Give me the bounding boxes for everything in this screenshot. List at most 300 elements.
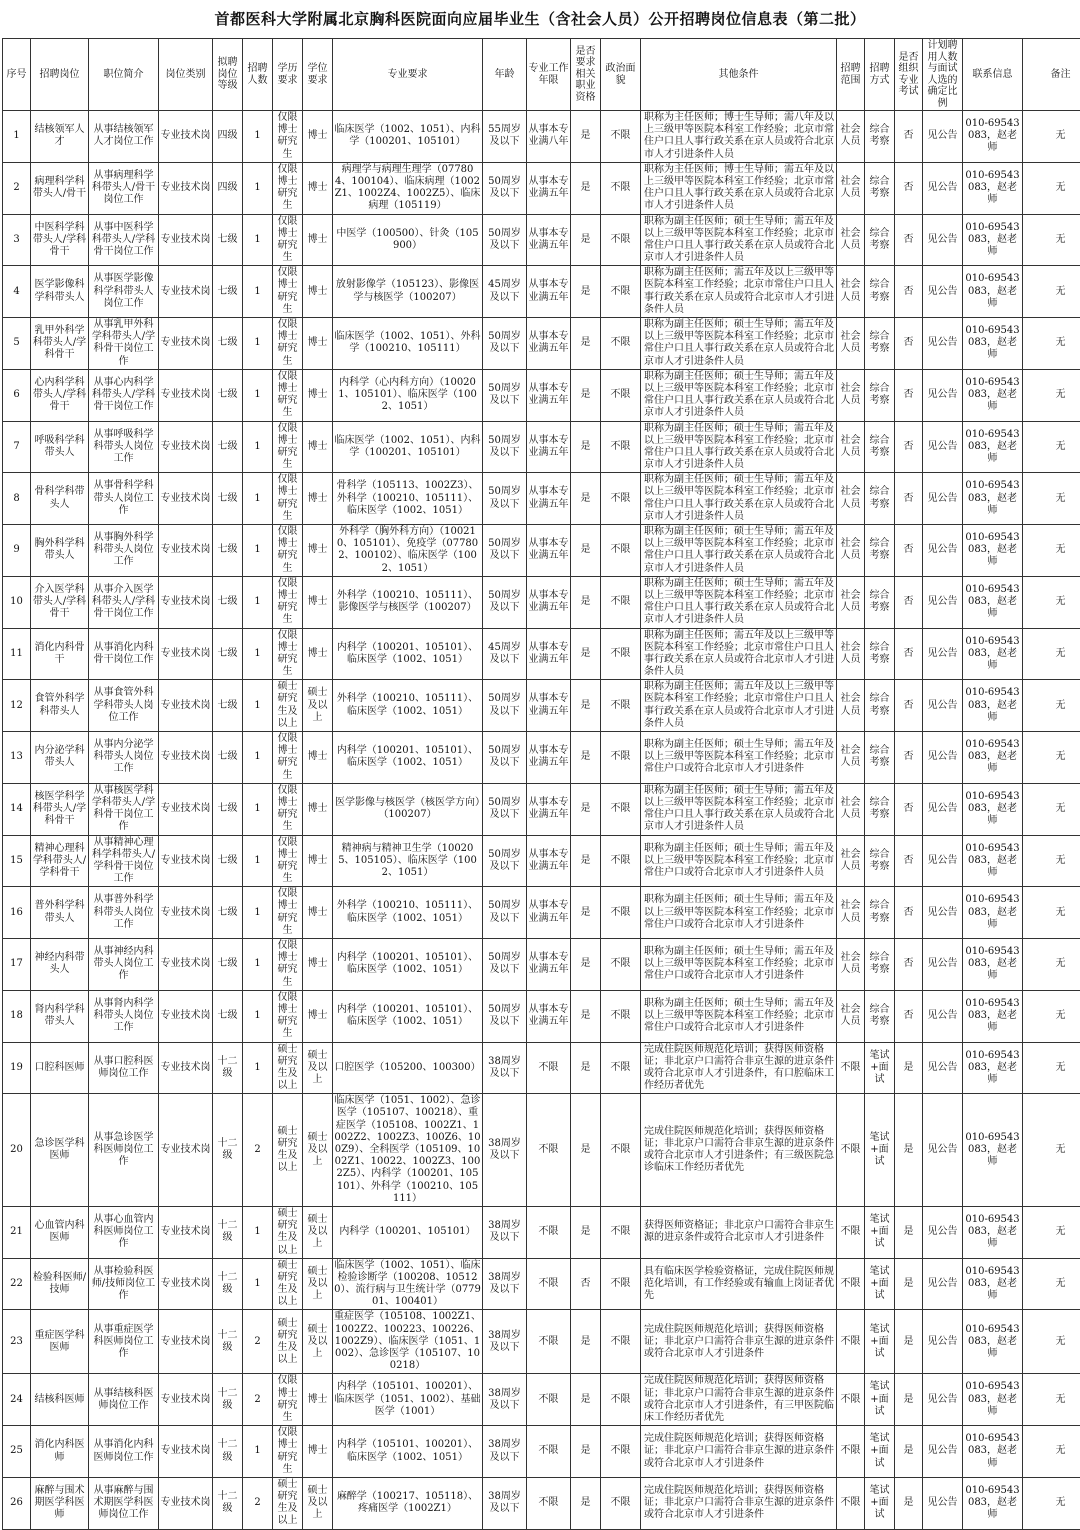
- cell-exam: 否: [895, 939, 923, 991]
- cell-count: 1: [243, 990, 273, 1042]
- cell-qualification: 是: [571, 939, 601, 991]
- cell-other: 职称为副主任医师；硕士生导师；需五年及以上三级甲等医院本科室工作经验；北京市常住户口或符合北京市人才引进条件: [641, 732, 837, 784]
- cell-major: 外科学（100210、105111）、影像医学与核医学（100207）: [333, 576, 483, 628]
- cell-qualification: 是: [571, 990, 601, 1042]
- cell-scope: 社会人员: [837, 369, 865, 421]
- cell-other: 完成住院医师规范化培训；获得医师资格证；非北京户口需符合非京生源的进京条件或符合北京市人才引进条件: [641, 1426, 837, 1478]
- cell-work-years: 从事本专业满五年: [527, 732, 571, 784]
- cell-education: 仅限博士研究生: [273, 421, 303, 473]
- header-contact: 联系信息: [963, 39, 1023, 111]
- cell-education: 仅限博士研究生: [273, 266, 303, 318]
- cell-political: 不限: [601, 1310, 641, 1374]
- cell-education: 仅限博士研究生: [273, 1426, 303, 1478]
- cell-category: 专业技术岗: [159, 1374, 213, 1426]
- cell-job-intro: 从事急诊医学科医师岗位工作: [89, 1094, 159, 1207]
- header-position: 招聘岗位: [31, 39, 89, 111]
- cell-job-intro: 从事精神心理科学科带头人/学科骨干岗位工作: [89, 835, 159, 887]
- cell-degree: 博士: [303, 111, 333, 163]
- cell-age: 38周岁及以下: [483, 1258, 527, 1310]
- cell-age: 38周岁及以下: [483, 1042, 527, 1094]
- cell-degree: 博士: [303, 783, 333, 835]
- cell-position: 食管外科学科带头人: [31, 680, 89, 732]
- cell-index: 8: [3, 473, 31, 525]
- cell-other: 职称为副主任医师；硕士生导师；需五年及以上三级甲等医院本科室工作经验；北京市常住户口或符合北京市人才引进条件人员: [641, 835, 837, 887]
- cell-level: 十二级: [213, 1042, 243, 1094]
- cell-index: 26: [3, 1477, 31, 1529]
- cell-age: 50周岁及以下: [483, 732, 527, 784]
- cell-scope: 不限: [837, 1426, 865, 1478]
- cell-position: 内分泌学科带头人: [31, 732, 89, 784]
- cell-work-years: 从事本专业满五年: [527, 990, 571, 1042]
- cell-contact: 010-69543083，赵老师: [963, 525, 1023, 577]
- cell-method: 笔试+面试: [865, 1310, 895, 1374]
- cell-contact: 010-69543083，赵老师: [963, 111, 1023, 163]
- cell-ratio: 见公告: [923, 111, 963, 163]
- cell-other: 职称为副主任医师；硕士生导师；需五年及以上三级甲等医院本科室工作经验；北京市常住户口且人事行政关系在京人员或符合北京市人才引进条件人员: [641, 421, 837, 473]
- cell-method: 综合考察: [865, 111, 895, 163]
- cell-contact: 010-69543083，赵老师: [963, 1258, 1023, 1310]
- cell-contact: 010-69543083，赵老师: [963, 887, 1023, 939]
- cell-index: 12: [3, 680, 31, 732]
- cell-contact: 010-69543083，赵老师: [963, 732, 1023, 784]
- cell-count: 1: [243, 1206, 273, 1258]
- cell-scope: 社会人员: [837, 680, 865, 732]
- cell-political: 不限: [601, 1477, 641, 1529]
- cell-contact: 010-69543083，赵老师: [963, 680, 1023, 732]
- cell-other: 职称为副主任医师；硕士生导师；需五年及以上三级甲等医院本科室工作经验；北京市常住户口且人事行政关系在京人员或符合北京市人才引进条件人员: [641, 576, 837, 628]
- cell-work-years: 从事本专业满五年: [527, 162, 571, 214]
- cell-work-years: 不限: [527, 1477, 571, 1529]
- table-row: [3, 939, 1080, 991]
- cell-category: 专业技术岗: [159, 1042, 213, 1094]
- cell-remark: 无: [1023, 369, 1080, 421]
- cell-remark: 无: [1023, 1426, 1080, 1478]
- cell-political: 不限: [601, 887, 641, 939]
- cell-remark: 无: [1023, 990, 1080, 1042]
- cell-scope: 社会人员: [837, 162, 865, 214]
- cell-major: 口腔医学（105200、100300）: [333, 1042, 483, 1094]
- cell-work-years: 从事本专业满五年: [527, 783, 571, 835]
- cell-major: 外科学（100210、105111）、临床医学（1002、1051）: [333, 680, 483, 732]
- cell-position: 病理科学科带头人/骨干: [31, 162, 89, 214]
- table-row: [3, 525, 1080, 577]
- cell-exam: 否: [895, 111, 923, 163]
- cell-contact: 010-69543083，赵老师: [963, 266, 1023, 318]
- cell-work-years: 从事本专业满五年: [527, 369, 571, 421]
- cell-major: 临床医学（1002、1051）、临床检验诊断学（100208、105120）、流行病与卫生统计学（077901、100401）: [333, 1258, 483, 1310]
- cell-level: 十二级: [213, 1374, 243, 1426]
- table-row: [3, 1094, 1080, 1207]
- cell-work-years: 不限: [527, 1310, 571, 1374]
- cell-method: 综合考察: [865, 162, 895, 214]
- cell-level: 十二级: [213, 1310, 243, 1374]
- cell-ratio: 见公告: [923, 421, 963, 473]
- cell-remark: 无: [1023, 1206, 1080, 1258]
- cell-major: 外科学（100210、105111）、临床医学（1002、1051）: [333, 887, 483, 939]
- cell-scope: 不限: [837, 1374, 865, 1426]
- header-index: 序号: [3, 39, 31, 111]
- cell-remark: 无: [1023, 732, 1080, 784]
- cell-qualification: 是: [571, 732, 601, 784]
- cell-ratio: 见公告: [923, 1426, 963, 1478]
- cell-exam: 否: [895, 421, 923, 473]
- header-remark: 备注: [1023, 39, 1080, 111]
- cell-work-years: 从事本专业满五年: [527, 266, 571, 318]
- cell-index: 13: [3, 732, 31, 784]
- cell-count: 1: [243, 318, 273, 370]
- cell-count: 1: [243, 525, 273, 577]
- cell-job-intro: 从事普外科学科带头人岗位工作: [89, 887, 159, 939]
- cell-remark: 无: [1023, 421, 1080, 473]
- table-row: [3, 1042, 1080, 1094]
- cell-method: 综合考察: [865, 525, 895, 577]
- cell-degree: 博士: [303, 266, 333, 318]
- cell-position: 普外科学科带头人: [31, 887, 89, 939]
- cell-category: 专业技术岗: [159, 628, 213, 680]
- header-method: 招聘方式: [865, 39, 895, 111]
- cell-political: 不限: [601, 369, 641, 421]
- cell-age: 50周岁及以下: [483, 680, 527, 732]
- cell-political: 不限: [601, 939, 641, 991]
- cell-scope: 不限: [837, 1477, 865, 1529]
- cell-category: 专业技术岗: [159, 783, 213, 835]
- cell-exam: 是: [895, 1042, 923, 1094]
- cell-category: 专业技术岗: [159, 887, 213, 939]
- cell-level: 七级: [213, 525, 243, 577]
- cell-degree: 硕士及以上: [303, 680, 333, 732]
- cell-age: 50周岁及以下: [483, 525, 527, 577]
- recruitment-table: [2, 38, 1080, 1530]
- cell-contact: 010-69543083，赵老师: [963, 835, 1023, 887]
- cell-ratio: 见公告: [923, 369, 963, 421]
- cell-political: 不限: [601, 1426, 641, 1478]
- cell-exam: 否: [895, 887, 923, 939]
- cell-qualification: 是: [571, 421, 601, 473]
- cell-category: 专业技术岗: [159, 990, 213, 1042]
- cell-qualification: 是: [571, 835, 601, 887]
- cell-method: 笔试+面试: [865, 1426, 895, 1478]
- cell-index: 15: [3, 835, 31, 887]
- cell-level: 七级: [213, 783, 243, 835]
- cell-degree: 博士: [303, 214, 333, 266]
- cell-major: 骨科学（105113、1002Z3）、外科学（100210、105111）、临床医学（1002、1051）: [333, 473, 483, 525]
- cell-exam: 否: [895, 162, 923, 214]
- cell-other: 职称为副主任医师；需五年及以上三级甲等医院本科室工作经验；北京市常住户口且人事行政关系在京人员或符合北京市人才引进条件人员: [641, 266, 837, 318]
- cell-job-intro: 从事结核科医师岗位工作: [89, 1374, 159, 1426]
- cell-method: 笔试+面试: [865, 1206, 895, 1258]
- cell-category: 专业技术岗: [159, 576, 213, 628]
- cell-education: 仅限博士研究生: [273, 835, 303, 887]
- cell-ratio: 见公告: [923, 680, 963, 732]
- cell-work-years: 不限: [527, 1374, 571, 1426]
- cell-count: 1: [243, 783, 273, 835]
- cell-contact: 010-69543083，赵老师: [963, 214, 1023, 266]
- cell-work-years: 从事本专业满五年: [527, 628, 571, 680]
- cell-work-years: 从事本专业满五年: [527, 318, 571, 370]
- cell-contact: 010-69543083，赵老师: [963, 576, 1023, 628]
- cell-qualification: 是: [571, 1477, 601, 1529]
- cell-ratio: 见公告: [923, 1477, 963, 1529]
- cell-work-years: 不限: [527, 1206, 571, 1258]
- cell-qualification: 是: [571, 783, 601, 835]
- cell-education: 仅限博士研究生: [273, 990, 303, 1042]
- cell-education: 仅限博士研究生: [273, 214, 303, 266]
- cell-qualification: 是: [571, 214, 601, 266]
- cell-political: 不限: [601, 1374, 641, 1426]
- cell-level: 十二级: [213, 1094, 243, 1207]
- cell-level: 十二级: [213, 1258, 243, 1310]
- cell-qualification: 是: [571, 1310, 601, 1374]
- cell-political: 不限: [601, 835, 641, 887]
- cell-contact: 010-69543083，赵老师: [963, 369, 1023, 421]
- cell-method: 综合考察: [865, 576, 895, 628]
- cell-job-intro: 从事重症医学科医师岗位工作: [89, 1310, 159, 1374]
- cell-remark: 无: [1023, 318, 1080, 370]
- cell-political: 不限: [601, 783, 641, 835]
- cell-age: 50周岁及以下: [483, 939, 527, 991]
- cell-qualification: 是: [571, 1426, 601, 1478]
- cell-level: 七级: [213, 318, 243, 370]
- header-ratio: 计划聘用人数与面试人选的确定比例: [923, 39, 963, 111]
- cell-method: 综合考察: [865, 835, 895, 887]
- cell-contact: 010-69543083，赵老师: [963, 783, 1023, 835]
- cell-ratio: 见公告: [923, 1310, 963, 1374]
- cell-major: 放射影像学（105123）、影像医学与核医学（100207）: [333, 266, 483, 318]
- cell-ratio: 见公告: [923, 990, 963, 1042]
- cell-job-intro: 从事结核领军人才岗位工作: [89, 111, 159, 163]
- cell-level: 十二级: [213, 1477, 243, 1529]
- cell-count: 1: [243, 1426, 273, 1478]
- cell-work-years: 不限: [527, 1094, 571, 1207]
- cell-exam: 是: [895, 1206, 923, 1258]
- table-row: [3, 1477, 1080, 1529]
- table-row: [3, 628, 1080, 680]
- cell-category: 专业技术岗: [159, 732, 213, 784]
- cell-other: 职称为副主任医师；需五年及以上三级甲等医院本科室工作经验；北京市常住户口且人事行政关系在京人员或符合北京市人才引进条件人员: [641, 680, 837, 732]
- cell-category: 专业技术岗: [159, 473, 213, 525]
- cell-degree: 硕士及以上: [303, 1206, 333, 1258]
- cell-method: 综合考察: [865, 369, 895, 421]
- cell-level: 七级: [213, 680, 243, 732]
- cell-education: 仅限博士研究生: [273, 887, 303, 939]
- cell-level: 七级: [213, 576, 243, 628]
- cell-degree: 博士: [303, 990, 333, 1042]
- cell-remark: 无: [1023, 214, 1080, 266]
- cell-ratio: 见公告: [923, 162, 963, 214]
- cell-count: 1: [243, 887, 273, 939]
- table-body: [3, 111, 1080, 1530]
- cell-job-intro: 从事乳甲外科学科带头人/学科骨干岗位工作: [89, 318, 159, 370]
- cell-age: 50周岁及以下: [483, 990, 527, 1042]
- cell-degree: 博士: [303, 162, 333, 214]
- cell-scope: 社会人员: [837, 939, 865, 991]
- cell-method: 综合考察: [865, 214, 895, 266]
- cell-education: 仅限博士研究生: [273, 783, 303, 835]
- cell-education: 硕士研究生及以上: [273, 1258, 303, 1310]
- cell-exam: 否: [895, 318, 923, 370]
- cell-qualification: 是: [571, 525, 601, 577]
- table-row: [3, 214, 1080, 266]
- cell-contact: 010-69543083，赵老师: [963, 628, 1023, 680]
- table-row: [3, 1374, 1080, 1426]
- cell-index: 7: [3, 421, 31, 473]
- cell-other: 职称为主任医师；博士生导师；需五年及以上三级甲等医院本科室工作经验；北京市常住户口且人事行政关系在京人员或符合北京市人才引进条件人员: [641, 162, 837, 214]
- cell-scope: 社会人员: [837, 732, 865, 784]
- cell-category: 专业技术岗: [159, 680, 213, 732]
- cell-job-intro: 从事病理科学科带头人/骨干岗位工作: [89, 162, 159, 214]
- cell-contact: 010-69543083，赵老师: [963, 421, 1023, 473]
- cell-contact: 010-69543083，赵老师: [963, 1094, 1023, 1207]
- cell-level: 七级: [213, 939, 243, 991]
- cell-qualification: 否: [571, 1258, 601, 1310]
- cell-index: 4: [3, 266, 31, 318]
- cell-exam: 否: [895, 369, 923, 421]
- cell-political: 不限: [601, 318, 641, 370]
- cell-position: 结核领军人才: [31, 111, 89, 163]
- cell-count: 1: [243, 628, 273, 680]
- cell-level: 七级: [213, 421, 243, 473]
- header-level: 拟聘岗位等级: [213, 39, 243, 111]
- cell-work-years: 不限: [527, 1426, 571, 1478]
- cell-contact: 010-69543083，赵老师: [963, 318, 1023, 370]
- cell-major: 临床医学（1002、1051）、内科学（100201、105101）: [333, 421, 483, 473]
- cell-qualification: 是: [571, 162, 601, 214]
- cell-degree: 博士: [303, 369, 333, 421]
- cell-index: 16: [3, 887, 31, 939]
- cell-exam: 是: [895, 1094, 923, 1207]
- cell-qualification: 是: [571, 111, 601, 163]
- cell-remark: 无: [1023, 835, 1080, 887]
- cell-education: 仅限博士研究生: [273, 318, 303, 370]
- cell-scope: 社会人员: [837, 421, 865, 473]
- cell-position: 急诊医学科医师: [31, 1094, 89, 1207]
- cell-major: 外科学（胸外科方向）（100210、105101）、免疫学（077802、100102）、临床医学（1002、1051）: [333, 525, 483, 577]
- cell-method: 笔试+面试: [865, 1477, 895, 1529]
- cell-job-intro: 从事检验科医师/技师岗位工作: [89, 1258, 159, 1310]
- cell-index: 25: [3, 1426, 31, 1478]
- cell-age: 50周岁及以下: [483, 421, 527, 473]
- cell-education: 硕士研究生及以上: [273, 1477, 303, 1529]
- cell-remark: 无: [1023, 473, 1080, 525]
- cell-contact: 010-69543083，赵老师: [963, 162, 1023, 214]
- cell-category: 专业技术岗: [159, 525, 213, 577]
- cell-category: 专业技术岗: [159, 1258, 213, 1310]
- cell-work-years: 不限: [527, 1258, 571, 1310]
- cell-qualification: 是: [571, 628, 601, 680]
- cell-contact: 010-69543083，赵老师: [963, 1477, 1023, 1529]
- cell-index: 10: [3, 576, 31, 628]
- cell-qualification: 是: [571, 266, 601, 318]
- cell-method: 笔试+面试: [865, 1042, 895, 1094]
- cell-remark: 无: [1023, 525, 1080, 577]
- cell-level: 七级: [213, 266, 243, 318]
- cell-scope: 不限: [837, 1310, 865, 1374]
- cell-education: 硕士研究生及以上: [273, 1094, 303, 1207]
- cell-count: 2: [243, 1477, 273, 1529]
- cell-degree: 博士: [303, 473, 333, 525]
- cell-contact: 010-69543083，赵老师: [963, 939, 1023, 991]
- cell-political: 不限: [601, 1258, 641, 1310]
- cell-other: 职称为副主任医师；硕士生导师；需五年及以上三级甲等医院本科室工作经验；北京市常住户口且人事行政关系在京人员或符合北京市人才引进条件人员: [641, 473, 837, 525]
- table-row: [3, 887, 1080, 939]
- cell-position: 胸外科学科带头人: [31, 525, 89, 577]
- cell-position: 麻醉与围术期医学科医师: [31, 1477, 89, 1529]
- cell-education: 仅限博士研究生: [273, 1374, 303, 1426]
- header-category: 岗位类别: [159, 39, 213, 111]
- cell-job-intro: 从事食管外科学科带头人岗位工作: [89, 680, 159, 732]
- cell-age: 38周岁及以下: [483, 1094, 527, 1207]
- cell-age: 55周岁及以下: [483, 111, 527, 163]
- cell-method: 综合考察: [865, 990, 895, 1042]
- cell-category: 专业技术岗: [159, 835, 213, 887]
- cell-job-intro: 从事呼吸科学科带头人岗位工作: [89, 421, 159, 473]
- cell-job-intro: 从事心血管内科医师岗位工作: [89, 1206, 159, 1258]
- cell-work-years: 从事本专业满八年: [527, 111, 571, 163]
- cell-method: 综合考察: [865, 939, 895, 991]
- cell-position: 核医学科学科带头人/学科骨干: [31, 783, 89, 835]
- cell-method: 综合考察: [865, 266, 895, 318]
- cell-contact: 010-69543083，赵老师: [963, 1042, 1023, 1094]
- cell-degree: 博士: [303, 835, 333, 887]
- cell-position: 消化内科医师: [31, 1426, 89, 1478]
- cell-age: 50周岁及以下: [483, 162, 527, 214]
- cell-age: 50周岁及以下: [483, 835, 527, 887]
- cell-position: 神经内科带头人: [31, 939, 89, 991]
- cell-ratio: 见公告: [923, 473, 963, 525]
- cell-work-years: 从事本专业满五年: [527, 835, 571, 887]
- cell-count: 1: [243, 214, 273, 266]
- cell-degree: 硕士及以上: [303, 1477, 333, 1529]
- cell-age: 38周岁及以下: [483, 1426, 527, 1478]
- cell-remark: 无: [1023, 887, 1080, 939]
- table-row: [3, 1258, 1080, 1310]
- cell-age: 50周岁及以下: [483, 369, 527, 421]
- cell-position: 重症医学科医师: [31, 1310, 89, 1374]
- cell-degree: 博士: [303, 628, 333, 680]
- cell-contact: 010-69543083，赵老师: [963, 1374, 1023, 1426]
- cell-exam: 否: [895, 628, 923, 680]
- cell-count: 1: [243, 939, 273, 991]
- cell-index: 11: [3, 628, 31, 680]
- cell-count: 1: [243, 421, 273, 473]
- cell-education: 硕士研究生及以上: [273, 1206, 303, 1258]
- cell-ratio: 见公告: [923, 318, 963, 370]
- cell-education: 仅限博士研究生: [273, 732, 303, 784]
- cell-category: 专业技术岗: [159, 939, 213, 991]
- cell-political: 不限: [601, 111, 641, 163]
- cell-level: 四级: [213, 111, 243, 163]
- cell-other: 职称为副主任医师；硕士生导师；需五年及以上三级甲等医院本科室工作经验；北京市常住户口且人事行政关系在京人员或符合北京市人才引进条件人员: [641, 783, 837, 835]
- cell-remark: 无: [1023, 576, 1080, 628]
- cell-method: 综合考察: [865, 783, 895, 835]
- cell-work-years: 从事本专业满五年: [527, 939, 571, 991]
- header-other: 其他条件: [641, 39, 837, 111]
- cell-exam: 是: [895, 1426, 923, 1478]
- cell-index: 19: [3, 1042, 31, 1094]
- cell-age: 38周岁及以下: [483, 1310, 527, 1374]
- cell-education: 仅限博士研究生: [273, 473, 303, 525]
- cell-count: 2: [243, 1094, 273, 1207]
- cell-job-intro: 从事医学影像科学科带头人岗位工作: [89, 266, 159, 318]
- cell-qualification: 是: [571, 576, 601, 628]
- cell-education: 仅限博士研究生: [273, 939, 303, 991]
- cell-education: 硕士研究生及以上: [273, 1042, 303, 1094]
- cell-method: 综合考察: [865, 628, 895, 680]
- cell-method: 笔试+面试: [865, 1258, 895, 1310]
- table-header-row: [3, 39, 1080, 111]
- cell-scope: 不限: [837, 1042, 865, 1094]
- table-row: [3, 835, 1080, 887]
